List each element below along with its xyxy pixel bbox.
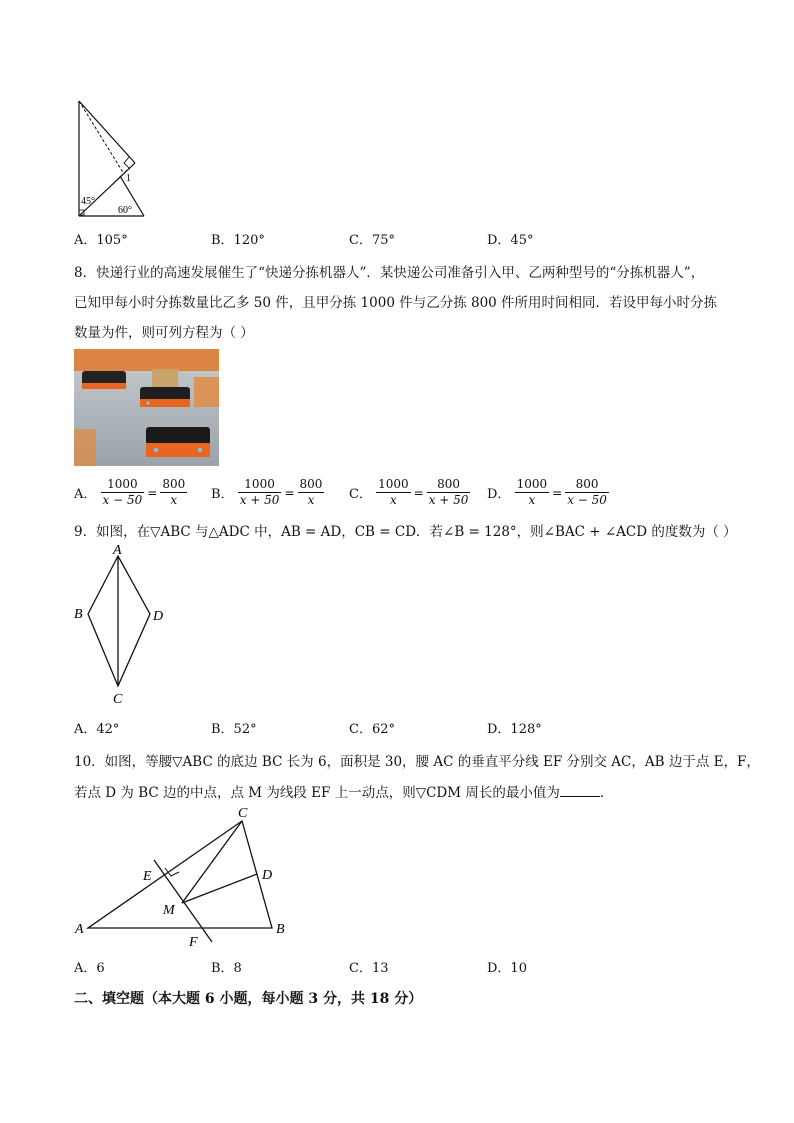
q8-option-b-letter: B．	[211, 487, 234, 502]
q7-right-angle-mark	[124, 157, 130, 169]
q9-label-c: C	[113, 692, 123, 707]
q8-a-ln: 1000	[101, 477, 145, 493]
q10-text-line2	[74, 781, 613, 801]
q9-option-d: D．128°	[487, 722, 542, 737]
q7-option-b: B．120°	[211, 233, 265, 248]
q10-triangle-abc	[88, 821, 272, 928]
q10-triangle-figure	[70, 802, 300, 952]
q8-a-ld: x − 50	[102, 493, 143, 507]
q8-option-b-right-fraction	[298, 477, 325, 508]
q10-text-line2-end: ．	[599, 785, 614, 801]
q10-option-d: D．10	[487, 961, 527, 976]
q8-option-a-right-fraction	[160, 477, 187, 508]
q8-option-b	[211, 477, 324, 508]
q10-label-c: C	[238, 806, 248, 821]
q8-b-ld: x + 50	[239, 493, 280, 507]
q8-d-rd: x − 50	[567, 493, 607, 507]
q7-dashed-line	[79, 101, 124, 174]
q8-option-b-left-fraction	[238, 477, 282, 508]
q10-label-e: E	[143, 869, 152, 884]
q8-option-c-left-fraction	[376, 477, 411, 508]
q8-c-rn: 800	[427, 477, 471, 493]
q9-label-b: B	[74, 607, 83, 622]
sorting-robots-photo	[74, 349, 219, 466]
q8-text-line1: 8．快递行业的高速发展催生了“快递分拣机器人”．某快递公司准备引入甲、乙两种型号的“分拣机器人”，	[74, 265, 705, 281]
q8-option-c	[349, 477, 470, 508]
q8-b-eq: =	[284, 485, 295, 500]
q7-option-c: C．75°	[349, 233, 395, 248]
q9-option-a: A．42°	[74, 722, 120, 737]
q10-option-b: B．8	[211, 961, 242, 976]
q8-c-ln: 1000	[378, 477, 409, 491]
q8-option-a-letter: A．	[74, 487, 97, 502]
q10-text-line1: 10．如图，等腰▽ABC 的底边 BC 长为 6，面积是 30，腰 AC 的垂直平分线 EF 分别交 AC，AB 边于点 E，F，	[74, 754, 760, 770]
q10-line-cm	[182, 821, 242, 903]
q8-option-d-letter: D．	[487, 487, 511, 502]
q8-option-c-right-fraction	[427, 477, 471, 508]
q7-label-60: 60°	[118, 205, 132, 216]
q8-option-c-letter: C．	[349, 487, 372, 502]
q9-label-a: A	[113, 543, 122, 558]
q9-label-d: D	[153, 609, 164, 624]
q9-kite-outline	[88, 556, 150, 686]
q10-text-line2-main: 若点 D 为 BC 边的中点，点 M 为线段 EF 上一动点，则▽CDM 周长的最小值为	[74, 785, 560, 801]
q7-option-a: A．105°	[74, 233, 128, 248]
q7-hypotenuse	[79, 101, 135, 163]
q8-a-rn: 800	[162, 477, 186, 491]
q7-triangle-figure	[72, 96, 152, 220]
q8-option-d-left-fraction	[515, 477, 550, 508]
q8-c-ld: x	[389, 493, 397, 507]
q8-text-line3: 数量为件，则可列方程为（ ）	[74, 325, 254, 341]
q8-b-ln: 1000	[238, 477, 282, 493]
q8-c-rd: x + 50	[428, 493, 469, 507]
q8-d-eq: =	[552, 485, 563, 500]
q9-kite-figure	[70, 542, 180, 710]
section-2-heading: 二、填空题（本大题 6 小题，每小题 3 分，共 18 分）	[74, 991, 423, 1007]
q8-option-a	[74, 477, 187, 508]
q8-a-eq: =	[147, 485, 158, 500]
q8-d-ld: x	[528, 493, 536, 507]
q9-text: 9．如图，在▽ABC 与△ADC 中，AB = AD，CB = CD．若∠B = 128°，则∠BAC + ∠ACD 的度数为（ ）	[74, 524, 737, 540]
q10-option-a: A．6	[74, 961, 105, 976]
q8-option-d	[487, 477, 609, 508]
q8-a-rd: x	[170, 493, 178, 507]
q7-option-d: D．45°	[487, 233, 534, 248]
q7-label-1: 1	[126, 173, 131, 184]
q10-option-c: C．13	[349, 961, 389, 976]
q10-label-b: B	[276, 922, 285, 937]
q8-b-rn: 800	[299, 477, 323, 491]
q7-label-45: 45°	[81, 196, 95, 207]
q9-option-b: B．52°	[211, 722, 257, 737]
q9-option-c: C．62°	[349, 722, 395, 737]
q10-label-m: M	[163, 903, 175, 918]
q8-b-rd: x	[307, 493, 315, 507]
q10-label-a: A	[75, 922, 84, 937]
q8-option-d-right-fraction	[565, 477, 609, 508]
q8-c-eq: =	[413, 485, 424, 500]
q8-option-a-left-fraction	[101, 477, 145, 508]
q10-label-f: F	[189, 935, 198, 950]
q8-d-rn: 800	[565, 477, 609, 493]
q10-answer-blank	[560, 784, 600, 797]
q8-d-ln: 1000	[516, 477, 548, 491]
q8-text-line2: 已知甲每小时分拣数量比乙多 50 件，且甲分拣 1000 件与乙分拣 800 件所用时间相同．若设甲每小时分拣	[74, 295, 718, 311]
q10-label-d: D	[262, 868, 273, 883]
